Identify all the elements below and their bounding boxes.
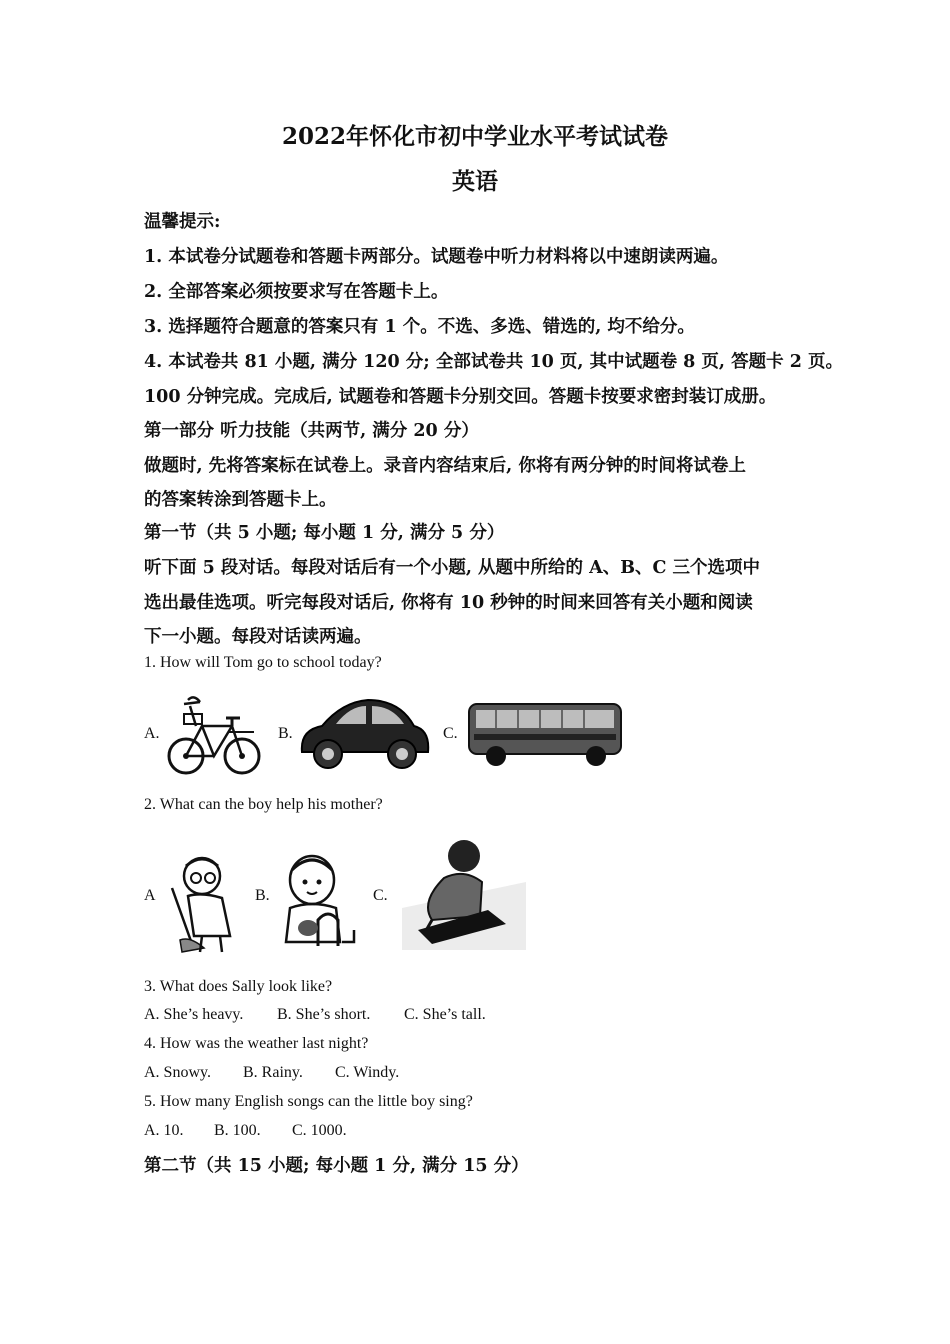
option-a: A. Snowy. [144,1064,211,1081]
question-5: 5. How many English songs can the little boy sing? [144,1093,473,1110]
option-b: B. Rainy. [243,1064,303,1081]
bus-image [466,700,624,770]
option-c: C. 1000. [292,1122,347,1139]
question-4: 4. How was the weather last night? [144,1035,369,1052]
option-b: B. She’s short. [277,1006,371,1023]
section1-instruction: 选出最佳选项。听完每段对话后, 你将有 10 秒钟的时间来回答有关小题和阅读 [144,593,753,613]
notice-item: 100 分钟完成。完成后, 试题卷和答题卡分别交回。答题卡按要求密封装订成册。 [144,387,777,407]
cleaning-floor-image [402,838,526,950]
option-label: C. [443,725,458,742]
subject-title: 英语 [452,168,498,195]
option-c: C. Windy. [335,1064,400,1081]
option-label: B. [255,887,270,904]
notice-item: 1. 本试卷分试题卷和答题卡两部分。试题卷中听力材料将以中速朗读两遍。 [144,247,729,267]
part1-instruction: 的答案转涂到答题卡上。 [144,490,337,510]
option-a: A. 10. [144,1122,184,1139]
question-2: 2. What can the boy help his mother? [144,796,383,813]
question-3: 3. What does Sally look like? [144,978,333,995]
exam-title: 2022年怀化市初中学业水平考试试卷 [281,123,668,150]
section1-heading: 第一节（共 5 小题; 每小题 1 分, 满分 5 分） [144,523,505,543]
option-c: C. She’s tall. [404,1006,486,1023]
question-1: 1. How will Tom go to school today? [144,654,382,671]
option-a: A. She’s heavy. [144,1006,244,1023]
option-label: C. [373,887,388,904]
section1-instruction: 听下面 5 段对话。每段对话后有一个小题, 从题中所给的 A、B、C 三个选项中 [144,558,761,578]
notice-heading: 温馨提示: [144,212,221,232]
section1-instruction: 下一小题。每段对话读两遍。 [144,627,372,647]
option-label: A [144,887,156,904]
sweeping-image [164,852,238,958]
notice-item: 3. 选择题符合题意的答案只有 1 个。不选、多选、错选的, 均不给分。 [144,317,695,337]
washing-dishes-image [280,850,360,950]
bicycle-image [166,692,262,778]
car-image [296,696,432,772]
section2-heading: 第二节（共 15 小题; 每小题 1 分, 满分 15 分） [144,1156,529,1176]
part1-heading: 第一部分 听力技能（共两节, 满分 20 分） [144,421,479,441]
option-label: B. [278,725,293,742]
option-b: B. 100. [214,1122,261,1139]
option-label: A. [144,725,160,742]
notice-item: 4. 本试卷共 81 小题, 满分 120 分; 全部试卷共 10 页, 其中试题卷 8 页, 答题卡 2 页。 [144,352,843,372]
part1-instruction: 做题时, 先将答案标在试卷上。录音内容结束后, 你将有两分钟的时间将试卷上 [144,456,746,476]
notice-item: 2. 全部答案必须按要求写在答题卡上。 [144,282,449,302]
